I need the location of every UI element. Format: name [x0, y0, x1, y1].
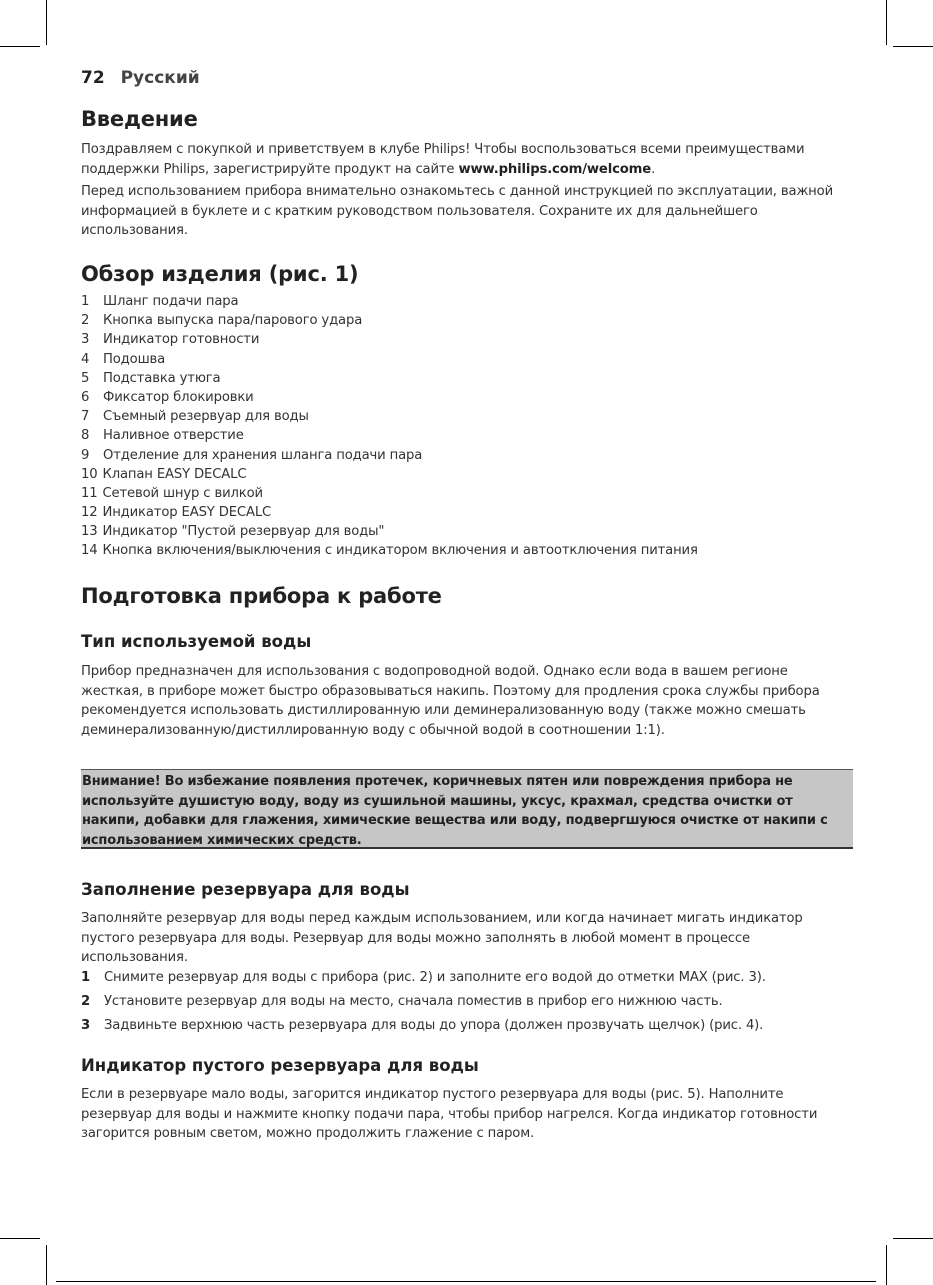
- list-item: [81, 484, 853, 503]
- water-type-heading: Тип используемой воды: [81, 632, 312, 651]
- water-type-paragraph: Прибор предназначен для использования с водопроводной водой. Однако если вода в вашем регионе жесткая, в приборе может быстро образовываться накипь. Поэтому для продления срока службы прибора рекомендуется использовать дистиллированную или деминерализованную воду (также можно смешать деминерализованную/дистиллированную воду с обычной водой в соотношении 1:1).: [81, 664, 820, 738]
- list-item-text: Съемный резервуар для воды: [103, 409, 309, 425]
- intro-heading: Введение: [81, 107, 198, 131]
- product-overview-list: [81, 292, 853, 561]
- crop-mark-top-right-horizontal: [893, 46, 933, 47]
- list-item: [81, 388, 853, 407]
- list-item-text: Подставка утюга: [103, 370, 221, 386]
- list-item: [81, 465, 853, 484]
- list-item: [81, 426, 853, 445]
- list-item-number: 13: [81, 524, 98, 540]
- list-item: [81, 369, 853, 388]
- crop-mark-bottom-left-horizontal: [0, 1238, 40, 1239]
- list-item: [81, 1016, 853, 1040]
- list-item-number: 8: [81, 428, 90, 444]
- list-item-number: 14: [81, 543, 98, 559]
- empty-indicator-heading: Индикатор пустого резервуара для воды: [81, 1056, 479, 1075]
- crop-mark-top-right-vertical: [886, 0, 887, 45]
- page-header: [81, 68, 200, 88]
- list-item: [81, 541, 853, 560]
- intro-paragraph-2: Перед использованием прибора внимательно ознакомьтесь с данной инструкцией по эксплуатации, важной информацией в буклете и с кратким руководством пользователя. Сохраните их для дальнейшего использования.: [81, 184, 833, 238]
- crop-mark-top-left-vertical: [46, 0, 47, 45]
- list-item-text: Наливное отверстие: [103, 428, 244, 444]
- list-item: [81, 350, 853, 369]
- list-item-text: Индикатор EASY DECALC: [102, 505, 272, 521]
- list-item-text: Индикатор "Пустой резервуар для воды": [102, 524, 385, 540]
- crop-mark-bottom-baseline: [56, 1281, 876, 1282]
- list-item-number: 10: [81, 466, 98, 482]
- list-item-number: 5: [81, 370, 90, 386]
- list-item-number: 3: [81, 332, 90, 348]
- list-item: [81, 311, 853, 330]
- list-item: [81, 292, 853, 311]
- crop-mark-bottom-right-vertical: [886, 1245, 887, 1285]
- list-item-number: 9: [81, 447, 90, 463]
- warning-box: Внимание! Во избежание появления протечек, коричневых пятен или повреждения прибора не используйте душистую воду, воду из сушильной машины, уксус, крахмал, средства очистки от накипи, добавки для глажения, химические вещества или воду, подвергшуюся очистке от накипи с использованием химических средств.: [81, 769, 853, 849]
- step-number: 2: [81, 994, 91, 1009]
- overview-heading: Обзор изделия (рис. 1): [81, 262, 359, 286]
- crop-mark-bottom-right-horizontal: [893, 1238, 933, 1239]
- filling-heading: Заполнение резервуара для воды: [81, 880, 410, 899]
- list-item-number: 7: [81, 409, 90, 425]
- list-item-number: 6: [81, 389, 90, 405]
- list-item-text: Кнопка включения/выключения с индикатором включения и автоотключения питания: [102, 543, 698, 559]
- list-item-text: Отделение для хранения шланга подачи пара: [103, 447, 423, 463]
- list-item-text: Подошва: [103, 351, 166, 367]
- filling-paragraph: Заполняйте резервуар для воды перед каждым использованием, или когда начинает мигать индикатор пустого резервуара для воды. Резервуар для воды можно заполнять в любой момент в процессе использования.: [81, 911, 803, 965]
- step-text: Снимите резервуар для воды с прибора (рис. 2) и заполните его водой до отметки MAX (рис. 3).: [104, 970, 766, 985]
- list-item: [81, 503, 853, 522]
- crop-mark-top-left-horizontal: [0, 46, 40, 47]
- list-item-text: Кнопка выпуска пара/парового удара: [103, 313, 363, 329]
- language-label: Русский: [120, 68, 200, 88]
- crop-mark-bottom-left-vertical: [46, 1245, 47, 1285]
- list-item: [81, 522, 853, 541]
- intro-paragraph-1: [81, 140, 853, 179]
- list-item-number: 11: [81, 485, 98, 501]
- preparation-heading: Подготовка прибора к работе: [81, 584, 442, 608]
- list-item-text: Индикатор готовности: [103, 332, 260, 348]
- step-number: 1: [81, 970, 91, 985]
- list-item-text: Клапан EASY DECALC: [102, 466, 247, 482]
- list-item-text: Сетевой шнур с вилкой: [102, 485, 263, 501]
- list-item-text: Фиксатор блокировки: [103, 389, 254, 405]
- empty-indicator-paragraph: Если в резервуаре мало воды, загорится индикатор пустого резервуара для воды (рис. 5). Наполните резервуар для воды и нажмите кнопку подачи пара, чтобы прибор нагрелся. Когда индикатор готовности загорится ровным светом, можно продолжить глажение с паром.: [81, 1087, 818, 1141]
- list-item: [81, 330, 853, 349]
- step-text: Установите резервуар для воды на место, сначала поместив в прибор его нижнюю часть.: [104, 994, 723, 1009]
- list-item-text: Шланг подачи пара: [103, 294, 239, 309]
- philips-welcome-link[interactable]: www.philips.com/welcome: [458, 161, 652, 177]
- list-item-number: 4: [81, 351, 90, 367]
- list-item-number: 12: [81, 505, 98, 521]
- list-item: [81, 407, 853, 426]
- intro-paragraph-1-end: .: [651, 161, 656, 177]
- filling-steps: [81, 968, 853, 1040]
- list-item: [81, 992, 853, 1016]
- page-number: 72: [81, 68, 105, 88]
- intro-paragraph-1-text: Поздравляем с покупкой и приветствуем в клубе Philips! Чтобы воспользоваться всеми преимуществами поддержки Philips, зарегистрируйте продукт на сайте: [81, 142, 805, 177]
- list-item-number: 1: [81, 294, 90, 309]
- list-item: [81, 968, 853, 992]
- list-item-number: 2: [81, 313, 90, 329]
- step-text: Задвиньте верхнюю часть резервуара для воды до упора (должен прозвучать щелчок) (рис. 4).: [104, 1018, 764, 1033]
- list-item: [81, 446, 853, 465]
- step-number: 3: [81, 1018, 91, 1033]
